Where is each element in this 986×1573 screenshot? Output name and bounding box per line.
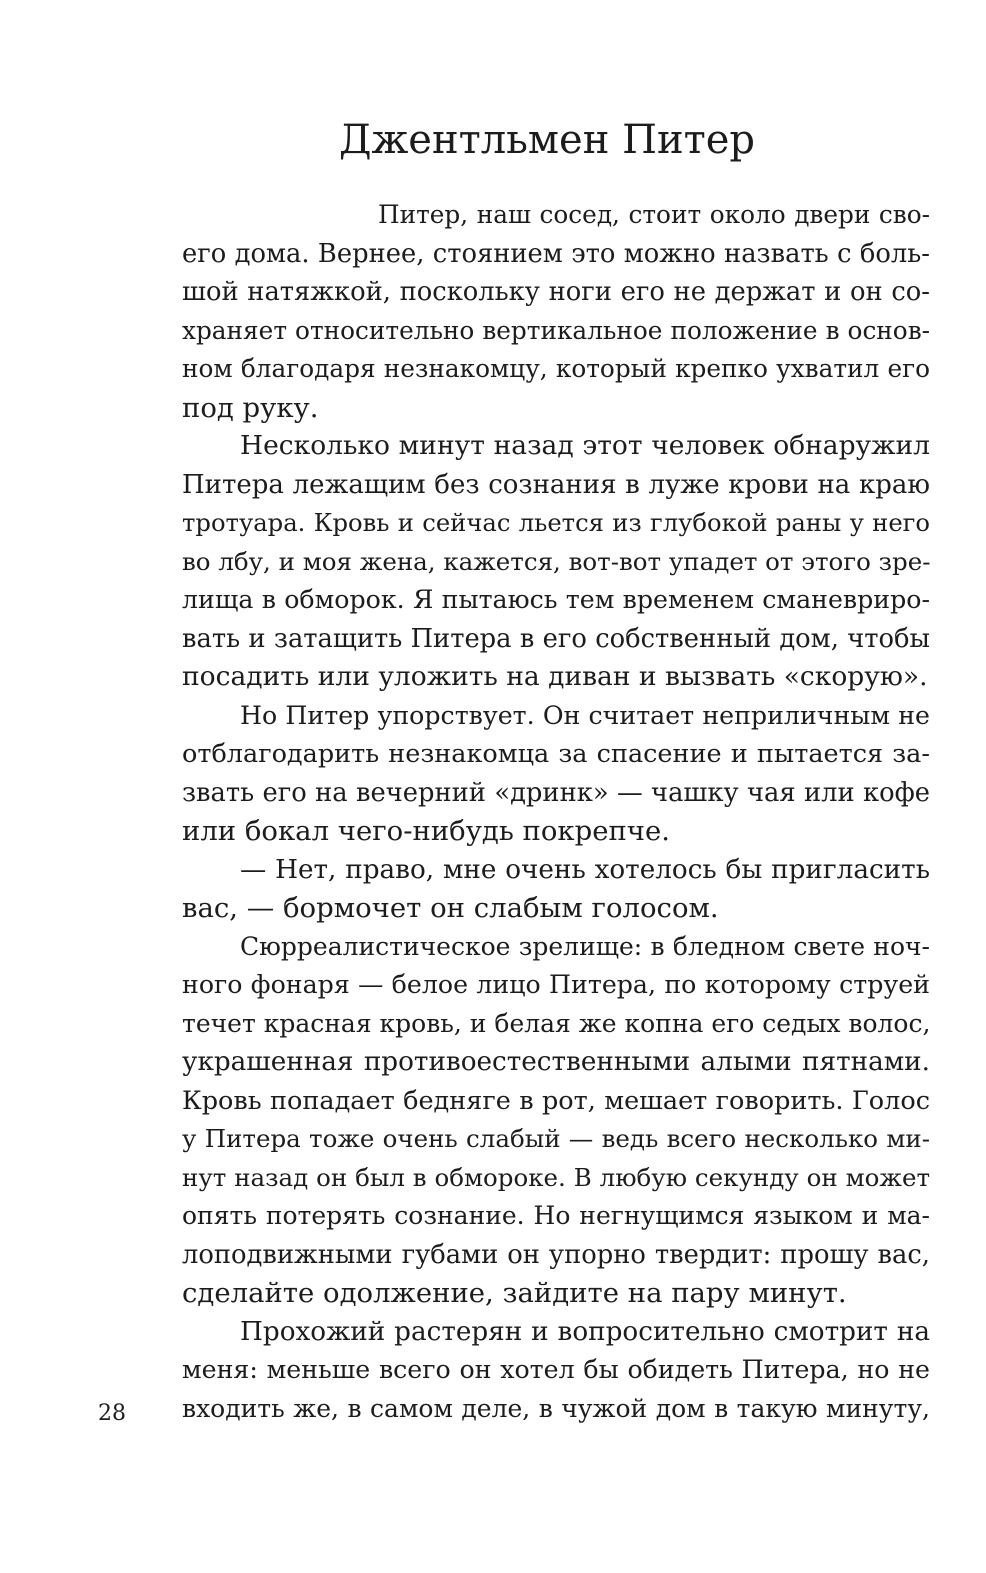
text-line: храняет относительно вертикальное положение в основ- [182, 315, 930, 345]
page-number: 28 [98, 1401, 126, 1426]
text-line: входить же, в самом деле, в чужой дом в такую минуту, [182, 1393, 930, 1423]
body-text [182, 196, 930, 1428]
text-line: его дома. Вернее, стоянием это можно назвать с боль- [182, 238, 930, 269]
text-line: украшенная противоестественными алыми пятнами. [182, 1047, 930, 1077]
text-line: Питер, наш сосед, стоит около двери сво- [378, 200, 930, 229]
text-line: во лбу, и моя жена, кажется, вот-вот упадет от этого зре- [182, 546, 931, 576]
text-line: шой натяжкой, поскольку ноги его не держат и он со- [182, 277, 930, 307]
text-line: звать его на вечерний «дринк» — чашку чая или кофе [182, 777, 930, 808]
text-line: Сюрреалистическое зрелище: в бледном свете ноч- [240, 931, 930, 961]
text-line: ного фонаря — белое лицо Питера, по которому струей [182, 970, 930, 999]
text-line: течет красная кровь, и белая же копна его седых волос, [182, 1008, 931, 1038]
text-line: нут назад он был в обмороке. В любую секунду он может [182, 1162, 930, 1192]
text-line: вас, — бормочет он слабым голосом. [182, 892, 719, 924]
text-line: тротуара. Кровь и сейчас льется из глубокой раны у него [182, 508, 930, 537]
text-line: — Нет, право, мне очень хотелось бы пригласить [240, 854, 930, 885]
text-line: вать и затащить Питера в его собственный дом, чтобы [182, 623, 930, 654]
text-line: Кровь попадает бедняге в рот, мешает говорить. Голос [182, 1085, 930, 1116]
text-line: или бокал чего-нибудь покрепче. [182, 815, 671, 847]
text-line: Несколько минут назад этот человек обнаружил [240, 430, 930, 461]
text-line: у Питера тоже очень слабый — ведь всего несколько ми- [182, 1124, 930, 1153]
text-line: опять потерять сознание. Но негнущимся языком и ма- [182, 1201, 930, 1230]
chapter-title: Джентльмен Питер [338, 117, 756, 163]
text-line: лища в обморок. Я пытаюсь тем временем сманевриро- [182, 585, 930, 614]
text-line: Питера лежащим без сознания в луже крови на краю [182, 469, 930, 500]
text-line: сделайте одолжение, зайдите на пару минут. [182, 1277, 847, 1309]
text-line: отблагодарить незнакомца за спасение и пытается за- [182, 739, 930, 769]
text-line: посадить или уложить на диван и вызвать «скорую». [182, 661, 928, 692]
text-line: под руку. [182, 391, 319, 424]
text-line: лоподвижными губами он упорно твердит: прошу вас, [182, 1239, 930, 1270]
text-line: меня: меньше всего он хотел бы обидеть Питера, но не [182, 1355, 930, 1384]
text-line: Но Питер упорствует. Он считает неприличным не [240, 700, 930, 730]
text-line: ном благодаря незнакомцу, который крепко ухватил его [182, 354, 930, 383]
text-line: Прохожий растерян и вопросительно смотрит на [240, 1316, 930, 1347]
